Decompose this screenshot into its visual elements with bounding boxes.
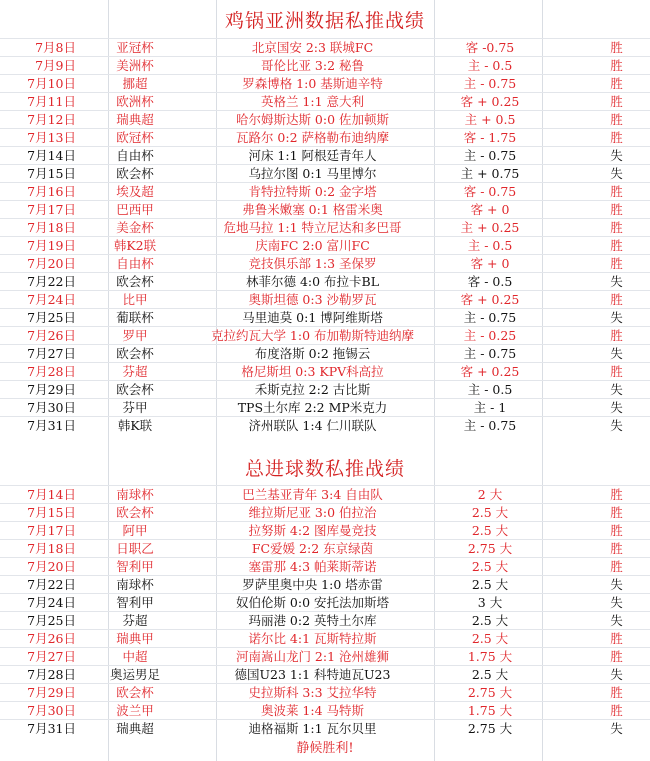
result-label: 失 <box>610 400 623 415</box>
date-cell: 7月17日 <box>0 522 80 540</box>
odds-cell: 主 - 1 <box>435 399 545 417</box>
match-cell: 克拉约瓦大学 1:0 布加勒斯特迪纳摩 <box>190 327 435 345</box>
league-cell: 自由杯 <box>80 147 190 165</box>
match-cell: 危地马拉 1:1 特立尼达和多巴哥 <box>190 219 435 237</box>
handicap-results-table <box>0 38 650 434</box>
date-cell: 7月27日 <box>0 648 80 666</box>
section2-title: 总进球数私推战绩 <box>244 458 405 480</box>
result-cell <box>545 363 650 381</box>
match-cell: 禾斯克拉 2:2 古比斯 <box>190 381 435 399</box>
match-cell: 布度洛斯 0:2 拖锡云 <box>190 345 435 363</box>
date-cell: 7月18日 <box>0 219 80 237</box>
league-cell: 欧会杯 <box>80 381 190 399</box>
odds-cell: 主 - 0.5 <box>435 57 545 75</box>
league-cell: 韩K2联 <box>80 237 190 255</box>
result-label: 胜 <box>610 94 623 109</box>
match-cell: 英格兰 1:1 意大利 <box>190 93 435 111</box>
odds-cell: 主 - 0.5 <box>435 381 545 399</box>
date-cell: 7月14日 <box>0 486 80 504</box>
result-cell <box>545 345 650 363</box>
table-row <box>0 165 650 183</box>
match-cell: 奥斯坦德 0:3 沙勒罗瓦 <box>190 291 435 309</box>
odds-cell: 主 - 0.75 <box>435 309 545 327</box>
odds-cell: 2.5 大 <box>435 630 545 648</box>
result-cell <box>545 75 650 93</box>
league-cell: 芬超 <box>80 612 190 630</box>
table-row <box>0 522 650 540</box>
odds-cell: 主 + 0.25 <box>435 219 545 237</box>
match-cell: 罗森博格 1:0 基斯迪辛特 <box>190 75 435 93</box>
result-cell <box>545 147 650 165</box>
result-label: 失 <box>610 577 623 592</box>
league-cell: 波兰甲 <box>80 702 190 720</box>
table-row <box>0 594 650 612</box>
result-label: 失 <box>610 613 623 628</box>
table-row <box>0 540 650 558</box>
table-row <box>0 504 650 522</box>
result-cell <box>545 201 650 219</box>
result-label: 胜 <box>610 559 623 574</box>
table-row <box>0 219 650 237</box>
match-cell: 马里迪莫 0:1 博阿维斯塔 <box>190 309 435 327</box>
odds-cell: 客 + 0.25 <box>435 291 545 309</box>
date-cell: 7月16日 <box>0 183 80 201</box>
result-label: 失 <box>610 418 623 433</box>
match-cell: 维拉斯尼亚 3:0 伯拉治 <box>190 504 435 522</box>
table-row <box>0 57 650 75</box>
date-cell: 7月29日 <box>0 684 80 702</box>
match-cell: 玛丽港 0:2 英特土尔库 <box>190 612 435 630</box>
result-label: 胜 <box>610 328 623 343</box>
table-row <box>0 255 650 273</box>
result-label: 胜 <box>610 364 623 379</box>
match-cell: 河南嵩山龙门 2:1 沧州雄狮 <box>190 648 435 666</box>
table-row <box>0 558 650 576</box>
date-cell: 7月18日 <box>0 540 80 558</box>
match-cell: 拉努斯 4:2 图库曼竞技 <box>190 522 435 540</box>
result-cell <box>545 540 650 558</box>
table-row <box>0 702 650 720</box>
table-row <box>0 648 650 666</box>
result-cell <box>545 291 650 309</box>
odds-cell: 客 + 0.25 <box>435 93 545 111</box>
league-cell: 智利甲 <box>80 594 190 612</box>
match-cell: 乌拉尔图 0:1 马里博尔 <box>190 165 435 183</box>
table-row <box>0 381 650 399</box>
result-label: 失 <box>610 595 623 610</box>
result-label: 胜 <box>610 505 623 520</box>
result-label: 失 <box>610 310 623 325</box>
result-label: 胜 <box>610 130 623 145</box>
match-cell: 肯特拉特斯 0:2 金字塔 <box>190 183 435 201</box>
league-cell: 芬甲 <box>80 399 190 417</box>
result-label: 失 <box>610 274 623 289</box>
result-cell <box>545 594 650 612</box>
league-cell: 中超 <box>80 648 190 666</box>
league-cell: 欧会杯 <box>80 165 190 183</box>
result-cell <box>545 129 650 147</box>
odds-cell: 2.5 大 <box>435 666 545 684</box>
date-cell: 7月25日 <box>0 309 80 327</box>
date-cell: 7月22日 <box>0 273 80 291</box>
match-cell: 罗萨里奥中央 1:0 塔赤雷 <box>190 576 435 594</box>
result-cell <box>545 399 650 417</box>
table-row <box>0 327 650 345</box>
result-label: 失 <box>610 166 623 181</box>
result-label: 胜 <box>610 58 623 73</box>
table-row <box>0 309 650 327</box>
result-label: 失 <box>610 382 623 397</box>
odds-cell: 2.75 大 <box>435 720 545 738</box>
date-cell: 7月20日 <box>0 255 80 273</box>
date-cell: 7月22日 <box>0 576 80 594</box>
odds-cell: 主 - 0.75 <box>435 345 545 363</box>
date-cell: 7月11日 <box>0 93 80 111</box>
table-row <box>0 576 650 594</box>
result-label: 胜 <box>610 184 623 199</box>
league-cell: 欧会杯 <box>80 504 190 522</box>
table-row <box>0 684 650 702</box>
result-cell <box>545 612 650 630</box>
date-cell: 7月27日 <box>0 345 80 363</box>
odds-cell: 2 大 <box>435 486 545 504</box>
result-label: 胜 <box>610 523 623 538</box>
date-cell: 7月15日 <box>0 165 80 183</box>
result-cell <box>545 630 650 648</box>
result-label: 失 <box>610 346 623 361</box>
match-cell: 德国U23 1:1 科特迪瓦U23 <box>190 666 435 684</box>
date-cell: 7月31日 <box>0 720 80 738</box>
odds-cell: 主 + 0.75 <box>435 165 545 183</box>
table-row <box>0 147 650 165</box>
match-cell: 迪格福斯 1:1 瓦尔贝里 <box>190 720 435 738</box>
match-cell: 弗鲁米嫩塞 0:1 格雷米奥 <box>190 201 435 219</box>
league-cell: 比甲 <box>80 291 190 309</box>
odds-cell: 客 - 0.75 <box>435 183 545 201</box>
odds-cell: 主 - 0.75 <box>435 147 545 165</box>
date-cell: 7月13日 <box>0 129 80 147</box>
result-label: 胜 <box>610 292 623 307</box>
table-row <box>0 237 650 255</box>
result-cell <box>545 666 650 684</box>
result-label: 胜 <box>610 238 623 253</box>
league-cell: 欧冠杯 <box>80 129 190 147</box>
date-cell: 7月30日 <box>0 702 80 720</box>
table-row <box>0 201 650 219</box>
match-cell: 奥波莱 1:4 马特斯 <box>190 702 435 720</box>
odds-cell: 客 + 0 <box>435 255 545 273</box>
league-cell: 亚冠杯 <box>80 39 190 57</box>
result-cell <box>545 702 650 720</box>
match-cell: 竞技俱乐部 1:3 圣保罗 <box>190 255 435 273</box>
date-cell: 7月28日 <box>0 666 80 684</box>
odds-cell: 2.5 大 <box>435 612 545 630</box>
odds-cell: 客 - 0.5 <box>435 273 545 291</box>
table-row <box>0 129 650 147</box>
result-label: 胜 <box>610 256 623 271</box>
league-cell: 自由杯 <box>80 255 190 273</box>
result-cell <box>545 720 650 738</box>
league-cell: 埃及超 <box>80 183 190 201</box>
result-cell <box>545 327 650 345</box>
total-goals-results-table <box>0 485 650 737</box>
league-cell: 欧洲杯 <box>80 93 190 111</box>
result-cell <box>545 684 650 702</box>
date-cell: 7月19日 <box>0 237 80 255</box>
league-cell: 韩K联 <box>80 417 190 435</box>
result-cell <box>545 165 650 183</box>
result-cell <box>545 57 650 75</box>
match-cell: 哈尔姆斯达斯 0:0 佐加顿斯 <box>190 111 435 129</box>
match-cell: 诺尔比 4:1 瓦斯特拉斯 <box>190 630 435 648</box>
date-cell: 7月10日 <box>0 75 80 93</box>
result-cell <box>545 522 650 540</box>
odds-cell: 主 - 0.5 <box>435 237 545 255</box>
table-row <box>0 93 650 111</box>
odds-cell: 2.5 大 <box>435 504 545 522</box>
odds-cell: 2.5 大 <box>435 576 545 594</box>
odds-cell: 客 -0.75 <box>435 39 545 57</box>
date-cell: 7月8日 <box>0 39 80 57</box>
date-cell: 7月20日 <box>0 558 80 576</box>
league-cell: 南球杯 <box>80 486 190 504</box>
odds-cell: 3 大 <box>435 594 545 612</box>
league-cell: 罗甲 <box>80 327 190 345</box>
table-row <box>0 666 650 684</box>
result-cell <box>545 93 650 111</box>
result-cell <box>545 183 650 201</box>
odds-cell: 2.75 大 <box>435 684 545 702</box>
date-cell: 7月17日 <box>0 201 80 219</box>
league-cell: 瑞典超 <box>80 720 190 738</box>
odds-cell: 2.5 大 <box>435 558 545 576</box>
date-cell: 7月9日 <box>0 57 80 75</box>
odds-cell: 主 + 0.5 <box>435 111 545 129</box>
table-row <box>0 630 650 648</box>
date-cell: 7月30日 <box>0 399 80 417</box>
league-cell: 芬超 <box>80 363 190 381</box>
result-label: 胜 <box>610 703 623 718</box>
date-cell: 7月29日 <box>0 381 80 399</box>
table-row <box>0 486 650 504</box>
result-cell <box>545 504 650 522</box>
result-cell <box>545 381 650 399</box>
result-cell <box>545 486 650 504</box>
result-label: 胜 <box>610 76 623 91</box>
table-row <box>0 111 650 129</box>
odds-cell: 主 - 0.75 <box>435 75 545 93</box>
result-cell <box>545 648 650 666</box>
table-row <box>0 345 650 363</box>
result-cell <box>545 558 650 576</box>
match-cell: 济州联队 1:4 仁川联队 <box>190 417 435 435</box>
match-cell: 史拉斯科 3:3 艾拉华特 <box>190 684 435 702</box>
result-label: 胜 <box>610 487 623 502</box>
result-label: 胜 <box>610 685 623 700</box>
date-cell: 7月31日 <box>0 417 80 435</box>
result-label: 失 <box>610 148 623 163</box>
result-cell <box>545 273 650 291</box>
date-cell: 7月15日 <box>0 504 80 522</box>
league-cell: 日职乙 <box>80 540 190 558</box>
match-cell: 瓦路尔 0:2 萨格勒布迪纳摩 <box>190 129 435 147</box>
league-cell: 欧会杯 <box>80 684 190 702</box>
result-cell <box>545 255 650 273</box>
date-cell: 7月24日 <box>0 291 80 309</box>
result-cell <box>545 417 650 435</box>
league-cell: 南球杯 <box>80 576 190 594</box>
result-cell <box>545 111 650 129</box>
result-label: 胜 <box>610 220 623 235</box>
match-cell: 北京国安 2:3 联城FC <box>190 39 435 57</box>
odds-cell: 客 + 0.25 <box>435 363 545 381</box>
table-row <box>0 720 650 738</box>
result-label: 失 <box>610 721 623 736</box>
match-cell: 格尼斯坦 0:3 KPV科高拉 <box>190 363 435 381</box>
odds-cell: 主 - 0.25 <box>435 327 545 345</box>
match-cell: 巴兰基亚青年 3:4 自由队 <box>190 486 435 504</box>
result-cell <box>545 576 650 594</box>
result-label: 胜 <box>610 631 623 646</box>
league-cell: 葡联杯 <box>80 309 190 327</box>
date-cell: 7月24日 <box>0 594 80 612</box>
league-cell: 瑞典超 <box>80 111 190 129</box>
league-cell: 阿甲 <box>80 522 190 540</box>
result-label: 胜 <box>610 40 623 55</box>
date-cell: 7月26日 <box>0 630 80 648</box>
match-cell: 奴伯伦斯 0:0 安托法加斯塔 <box>190 594 435 612</box>
table-row <box>0 291 650 309</box>
odds-cell: 客 - 1.75 <box>435 129 545 147</box>
section1-title: 鸡锅亚洲数据私推战绩 <box>224 10 425 32</box>
table-row <box>0 273 650 291</box>
date-cell: 7月26日 <box>0 327 80 345</box>
odds-cell: 2.75 大 <box>435 540 545 558</box>
league-cell: 欧会杯 <box>80 345 190 363</box>
result-label: 胜 <box>610 649 623 664</box>
match-cell: TPS土尔库 2:2 MP米克力 <box>190 399 435 417</box>
footer-slogan: 静候胜利! <box>296 741 354 756</box>
match-cell: FC爱媛 2:2 东京绿茵 <box>190 540 435 558</box>
league-cell: 瑞典甲 <box>80 630 190 648</box>
table-row <box>0 417 650 435</box>
league-cell: 欧会杯 <box>80 273 190 291</box>
league-cell: 巴西甲 <box>80 201 190 219</box>
league-cell: 挪超 <box>80 75 190 93</box>
odds-cell: 1.75 大 <box>435 702 545 720</box>
table-row <box>0 183 650 201</box>
result-cell <box>545 309 650 327</box>
result-cell <box>545 219 650 237</box>
table-row <box>0 612 650 630</box>
match-cell: 河床 1:1 阿根廷青年人 <box>190 147 435 165</box>
result-cell <box>545 39 650 57</box>
date-cell: 7月28日 <box>0 363 80 381</box>
league-cell: 奥运男足 <box>80 666 190 684</box>
table-row <box>0 399 650 417</box>
result-label: 胜 <box>610 541 623 556</box>
date-cell: 7月12日 <box>0 111 80 129</box>
league-cell: 美洲杯 <box>80 57 190 75</box>
result-cell <box>545 237 650 255</box>
table-row <box>0 363 650 381</box>
odds-cell: 2.5 大 <box>435 522 545 540</box>
league-cell: 智利甲 <box>80 558 190 576</box>
result-label: 胜 <box>610 112 623 127</box>
match-cell: 哥伦比亚 3:2 秘鲁 <box>190 57 435 75</box>
result-label: 失 <box>610 667 623 682</box>
date-cell: 7月25日 <box>0 612 80 630</box>
match-cell: 塞雷那 4:3 帕莱斯蒂诺 <box>190 558 435 576</box>
table-row <box>0 39 650 57</box>
match-cell: 庆南FC 2:0 富川FC <box>190 237 435 255</box>
odds-cell: 客 + 0 <box>435 201 545 219</box>
odds-cell: 1.75 大 <box>435 648 545 666</box>
league-cell: 美金杯 <box>80 219 190 237</box>
result-label: 胜 <box>610 202 623 217</box>
table-row <box>0 75 650 93</box>
match-cell: 林菲尔德 4:0 布拉卡BL <box>190 273 435 291</box>
date-cell: 7月14日 <box>0 147 80 165</box>
odds-cell: 主 - 0.75 <box>435 417 545 435</box>
